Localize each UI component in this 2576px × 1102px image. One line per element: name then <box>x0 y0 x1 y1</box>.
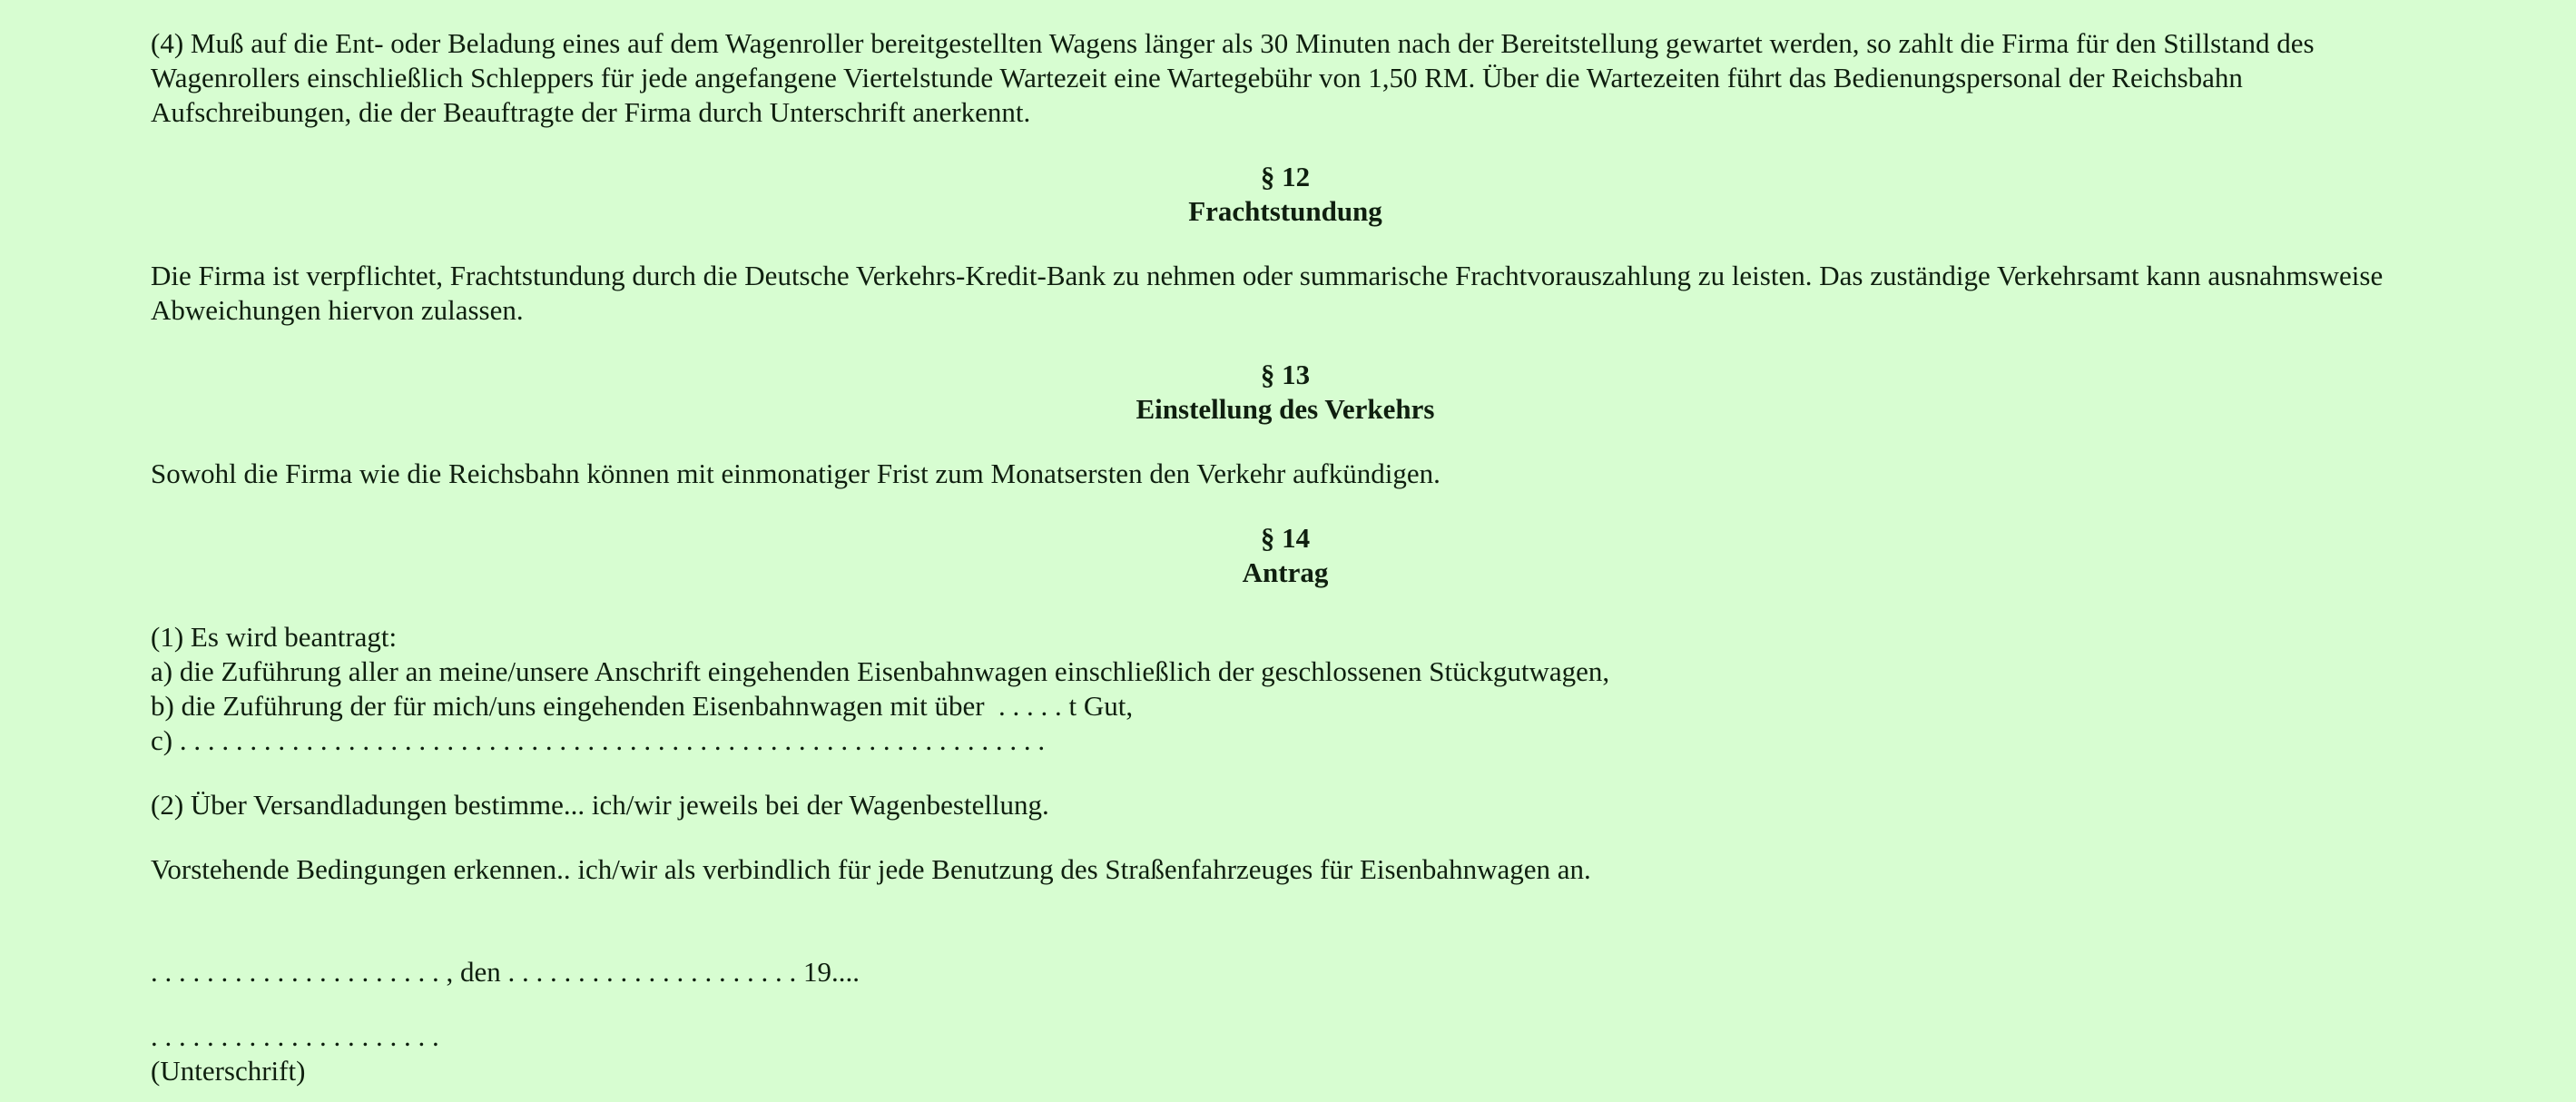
request-item-b: b) die Zuführung der für mich/uns eingehenden Eisenbahnwagen mit über . . . . . t Gut, <box>151 690 1134 722</box>
section-14-title: Antrag <box>1242 556 1329 588</box>
section-12-number: § 12 <box>1260 161 1311 192</box>
paragraph-4-waiting-fee: (4) Muß auf die Ent- oder Beladung eines auf dem Wagenroller bereitgestellten Wagens länger als 30 Minuten nach der Bereitstellung gewartet werden, so zahlt die Firma für den Stillstand des Wagenrollers einschließlich Schleppers für jede angefangene Viertelstunde Wartezeit eine Wartegebühr von 1,50 RM. Über die Wartezeiten führt das Bedienungspersonal der Reichsbahn Aufschreibungen, die der Beauftragte der Firma durch Unterschrift anerkennt. <box>151 27 2321 128</box>
signature-line: . . . . . . . . . . . . . . . . . . . . . <box>151 1020 439 1052</box>
closing-acknowledgement: Vorstehende Bedingungen erkennen.. ich/wir als verbindlich für jede Benutzung des Straßenfahrzeuges für Eisenbahnwagen an. <box>151 853 1591 885</box>
spacer <box>151 917 2420 955</box>
section-12-title: Frachtstundung <box>1188 195 1382 227</box>
section-14-number: § 14 <box>1260 522 1311 554</box>
section-13-number: § 13 <box>1260 359 1311 390</box>
section-14-heading <box>151 521 2420 590</box>
section-12-heading <box>151 160 2420 229</box>
section-14-request-list <box>151 620 2420 758</box>
section-13-heading <box>151 358 2420 427</box>
section-12-text: Die Firma ist verpflichtet, Frachtstundung durch die Deutsche Verkehrs-Kredit-Bank zu nehmen oder summarische Frachtvorauszahlung zu leisten. Das zuständige Verkehrsamt kann ausnahmsweise Abweichungen hiervon zulassen. <box>151 260 2389 326</box>
place-date-line: . . . . . . . . . . . . . . . . . . . . . , den . . . . . . . . . . . . . . . . . . . . . 19.... <box>151 956 860 988</box>
request-item-c: c) . . . . . . . . . . . . . . . . . . . . . . . . . . . . . . . . . . . . . . . . . . . . . . . . . . . . . . . . . . . . . . <box>151 724 1046 756</box>
request-item-a: a) die Zuführung aller an meine/unsere Anschrift eingehenden Eisenbahnwagen einschließlich der geschlossenen Stückgutwagen, <box>151 655 1610 687</box>
document-body <box>151 26 2420 1088</box>
request-list-intro: (1) Es wird beantragt: <box>151 621 398 653</box>
section-14-paragraph-2: (2) Über Versandladungen bestimme... ich/wir jeweils bei der Wagenbestellung. <box>151 789 1049 821</box>
section-13-text: Sowohl die Firma wie die Reichsbahn können mit einmonatiger Frist zum Monatsersten den Verkehr aufkündigen. <box>151 458 1440 489</box>
section-13-title: Einstellung des Verkehrs <box>1136 393 1435 425</box>
signature-block <box>151 1019 2420 1088</box>
signature-label: (Unterschrift) <box>151 1055 306 1087</box>
